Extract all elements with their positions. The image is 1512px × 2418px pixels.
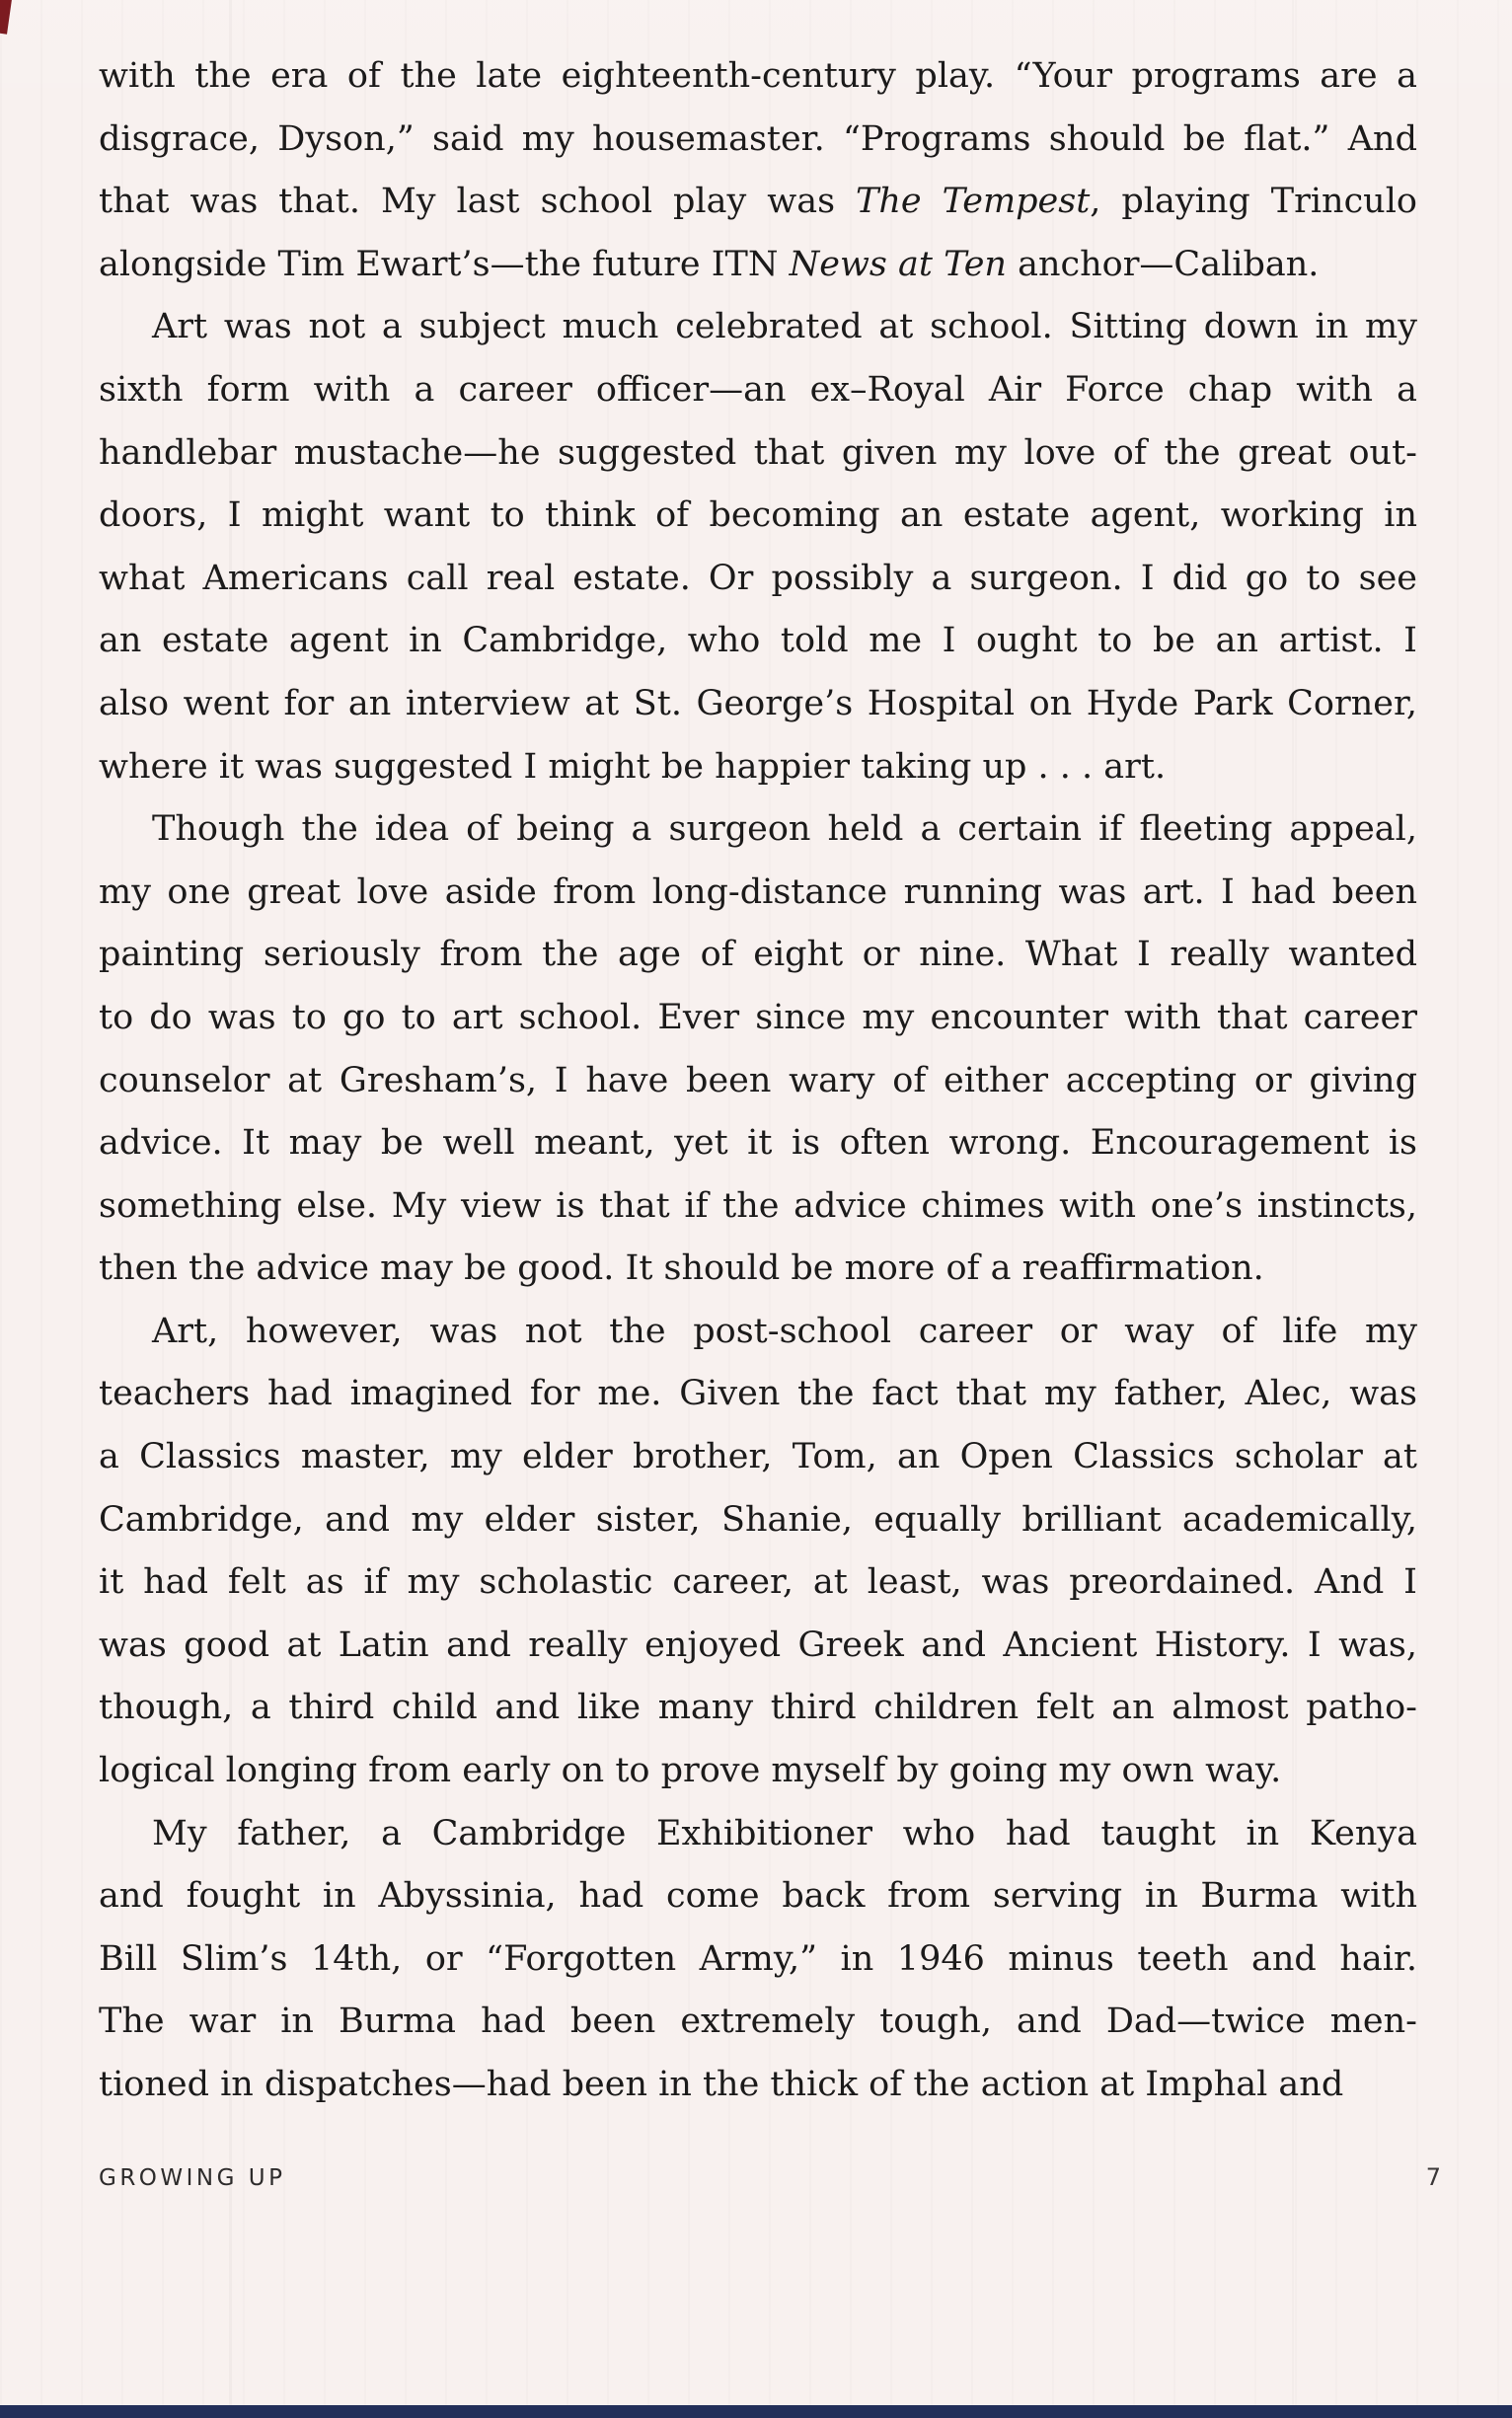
text-line	[99, 109, 1417, 172]
body-text: that was that. My last school play was	[99, 182, 857, 222]
text-line	[99, 45, 1417, 109]
text-line	[99, 1740, 1417, 1803]
text-line	[99, 171, 1417, 234]
text-line	[99, 422, 1417, 486]
text-line	[99, 2054, 1417, 2117]
text-line	[99, 1677, 1417, 1740]
body-text: logical longing from early on to prove myself by going my own way.	[99, 1751, 1282, 1791]
paragraph	[99, 296, 1417, 798]
text-line	[99, 862, 1417, 925]
text-line	[99, 1112, 1417, 1175]
text-line	[99, 987, 1417, 1050]
text-line	[99, 1803, 1417, 1866]
body-text: also went for an interview at St. George’s Hospital on Hyde Park Corner,	[99, 683, 1417, 723]
body-text: disgrace, Dyson,” said my housemaster. “Programs should be flat.” And	[99, 118, 1417, 159]
body-text: my one great love aside from long-distance running was art. I had been	[99, 871, 1417, 912]
text-line	[99, 1426, 1417, 1489]
body-text: Art was not a subject much celebrated at school. Sitting down in my	[152, 307, 1417, 347]
body-text: it had felt as if my scholastic career, at least, was preordained. And I	[99, 1562, 1417, 1603]
body-text: an estate agent in Cambridge, who told me I ought to be an artist. I	[99, 621, 1417, 661]
paragraph	[99, 798, 1417, 1301]
body-text: something else. My view is that if the advice chimes with one’s instincts,	[99, 1185, 1417, 1226]
body-text: counselor at Gresham’s, I have been wary of either accepting or giving	[99, 1060, 1417, 1100]
text-line	[99, 1928, 1417, 1992]
text-line	[99, 1175, 1417, 1239]
page-footer	[99, 2163, 1441, 2191]
text-line	[99, 798, 1417, 862]
text-line	[99, 1050, 1417, 1113]
body-text: tioned in dispatches—had been in the thick of the action at Imphal and	[99, 2065, 1344, 2104]
text-line	[99, 1489, 1417, 1552]
text-line	[99, 924, 1417, 987]
body-text: what Americans call real estate. Or possibly a surgeon. I did go to see	[99, 558, 1417, 598]
body-text: anchor—Caliban.	[1006, 244, 1320, 284]
text-block	[99, 45, 1417, 2117]
text-line	[99, 610, 1417, 673]
text-line	[99, 1615, 1417, 1678]
body-text: where it was suggested I might be happier taking up . . . art.	[99, 746, 1167, 787]
body-text: and fought in Abyssinia, had come back from serving in Burma with	[99, 1876, 1417, 1917]
body-text: Cambridge, and my elder sister, Shanie, equally brilliant academically,	[99, 1499, 1417, 1540]
body-text: , playing Trinculo	[1090, 182, 1417, 222]
body-text: sixth form with a career officer—an ex–Royal Air Force chap with a	[99, 369, 1417, 410]
text-line	[99, 1991, 1417, 2054]
body-text: alongside Tim Ewart’s—the future ITN	[99, 244, 790, 284]
text-line	[99, 485, 1417, 548]
body-text: The war in Burma had been extremely tough, and Dad—twice men-	[99, 2002, 1417, 2042]
text-line	[99, 1238, 1417, 1301]
body-text: then the advice may be good. It should be more of a reaffirmation.	[99, 1248, 1264, 1289]
text-line	[99, 234, 1417, 297]
page-number: 7	[1425, 2163, 1441, 2191]
italic-text: News at Ten	[789, 244, 1007, 284]
body-text: Though the idea of being a surgeon held a certain if fleeting appeal,	[152, 809, 1417, 850]
paragraph	[99, 1803, 1417, 2117]
text-line	[99, 359, 1417, 422]
text-line	[99, 548, 1417, 611]
body-text: Bill Slim’s 14th, or “Forgotten Army,” in 1946 minus teeth and hair.	[99, 1938, 1417, 1979]
body-text: a Classics master, my elder brother, Tom, an Open Classics scholar at	[99, 1437, 1417, 1477]
body-text: painting seriously from the age of eight or nine. What I really wanted	[99, 935, 1417, 975]
body-text: Art, however, was not the post-school career or way of life my	[152, 1311, 1417, 1351]
text-line	[99, 1551, 1417, 1615]
paragraph	[99, 45, 1417, 296]
text-line	[99, 1363, 1417, 1426]
text-line	[99, 1865, 1417, 1928]
text-line	[99, 673, 1417, 736]
body-text: My father, a Cambridge Exhibitioner who had taught in Kenya	[152, 1813, 1417, 1853]
bottom-scan-bar	[0, 2405, 1512, 2418]
running-head: GROWING UP	[99, 2165, 286, 2191]
body-text: teachers had imagined for me. Given the fact that my father, Alec, was	[99, 1374, 1417, 1414]
corner-mark	[0, 0, 13, 35]
text-line	[99, 296, 1417, 359]
body-text: was good at Latin and really enjoyed Greek and Ancient History. I was,	[99, 1625, 1417, 1665]
paragraph	[99, 1301, 1417, 1803]
body-text: with the era of the late eighteenth-century play. “Your programs are a	[99, 56, 1417, 96]
body-text: advice. It may be well meant, yet it is often wrong. Encouragement is	[99, 1123, 1417, 1164]
body-text: to do was to go to art school. Ever since my encounter with that career	[99, 997, 1417, 1037]
italic-text: The Tempest	[856, 182, 1091, 222]
body-text: handlebar mustache—he suggested that given my love of the great out-	[99, 432, 1417, 473]
body-text: doors, I might want to think of becoming an estate agent, working in	[99, 495, 1417, 536]
text-line	[99, 736, 1417, 799]
text-line	[99, 1301, 1417, 1364]
body-text: though, a third child and like many third children felt an almost patho-	[99, 1688, 1417, 1728]
